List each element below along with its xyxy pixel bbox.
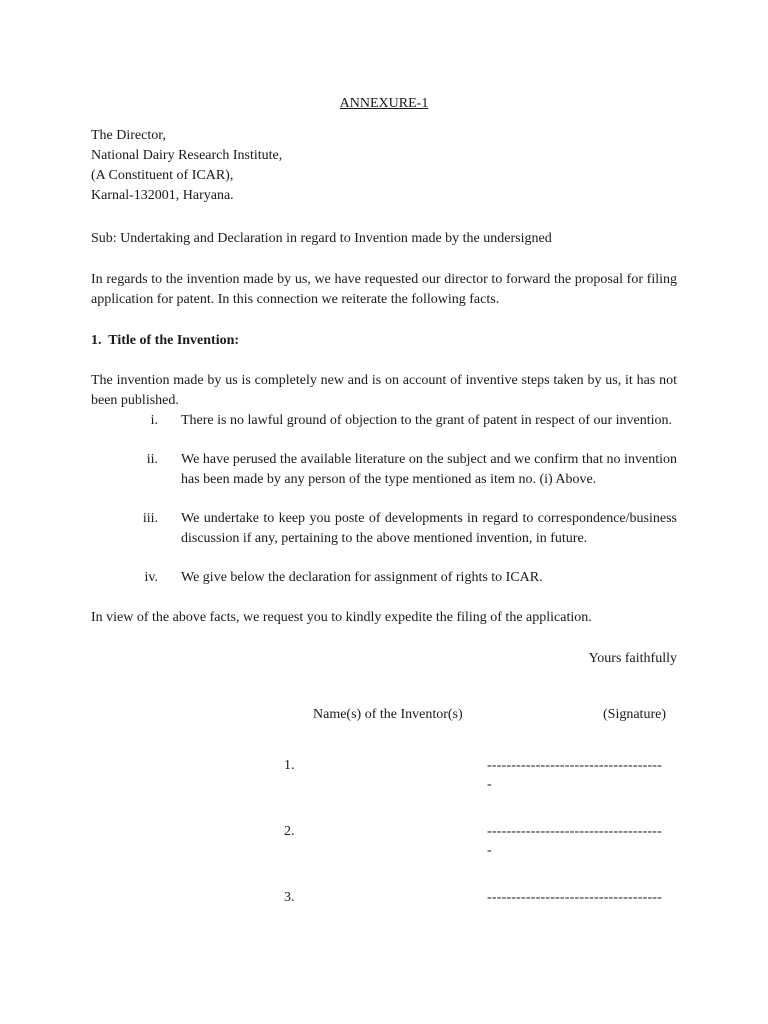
address-line: The Director,	[91, 128, 166, 143]
section-title-text: Title of the Invention:	[108, 333, 240, 348]
list-item-number: i.	[150, 413, 158, 428]
section-title	[91, 331, 677, 351]
invention-paragraph: The invention made by us is completely new and is on account of inventive steps taken by us, it has not been published.	[91, 373, 677, 408]
signature-line: ------------------------------------	[487, 758, 663, 773]
closing-request: In view of the above facts, we request you to kindly expedite the filing of the application.	[91, 610, 592, 625]
signature-line: ------------------------------------	[487, 824, 663, 839]
signoff: Yours faithfully	[588, 651, 677, 666]
list-item-number: iv.	[144, 570, 158, 585]
row-number: 3.	[284, 890, 295, 905]
address-line: (A Constituent of ICAR),	[91, 168, 234, 183]
address-line: National Dairy Research Institute,	[91, 148, 283, 163]
signature-line-tail: -	[487, 777, 492, 792]
list-item: We have perused the available literature on the subject and we confirm that no invention has been made by any person of the type mentioned as item no. (i) Above.	[181, 452, 677, 487]
subject-line: Sub: Undertaking and Declaration in regard to Invention made by the undersigned	[91, 231, 552, 246]
row-number: 1.	[284, 758, 295, 773]
recipient-address	[91, 126, 677, 206]
intro-paragraph: In regards to the invention made by us, we have requested our director to forward the proposal for filing application for patent. In this connection we reiterate the following facts.	[91, 272, 677, 307]
list-item: We give below the declaration for assignment of rights to ICAR.	[181, 570, 543, 585]
list-item: There is no lawful ground of objection to the grant of patent in respect of our invention.	[181, 413, 673, 428]
annexure-heading	[0, 94, 768, 114]
column-header-names: Name(s) of the Inventor(s)	[313, 707, 463, 722]
address-line: Karnal-132001, Haryana.	[91, 188, 234, 203]
annexure-heading-text: ANNEXURE-1	[339, 96, 429, 111]
list-item-number: ii.	[146, 452, 158, 467]
section-number: 1.	[91, 333, 102, 348]
list-item: We undertake to keep you poste of developments in regard to correspondence/business discussion if any, pertaining to the above mentioned invention, in future.	[181, 511, 677, 546]
list-item-number: iii.	[142, 511, 158, 526]
signature-line: ------------------------------------	[487, 890, 663, 905]
column-header-signature: (Signature)	[603, 707, 666, 722]
signature-line-tail: -	[487, 843, 492, 858]
row-number: 2.	[284, 824, 295, 839]
